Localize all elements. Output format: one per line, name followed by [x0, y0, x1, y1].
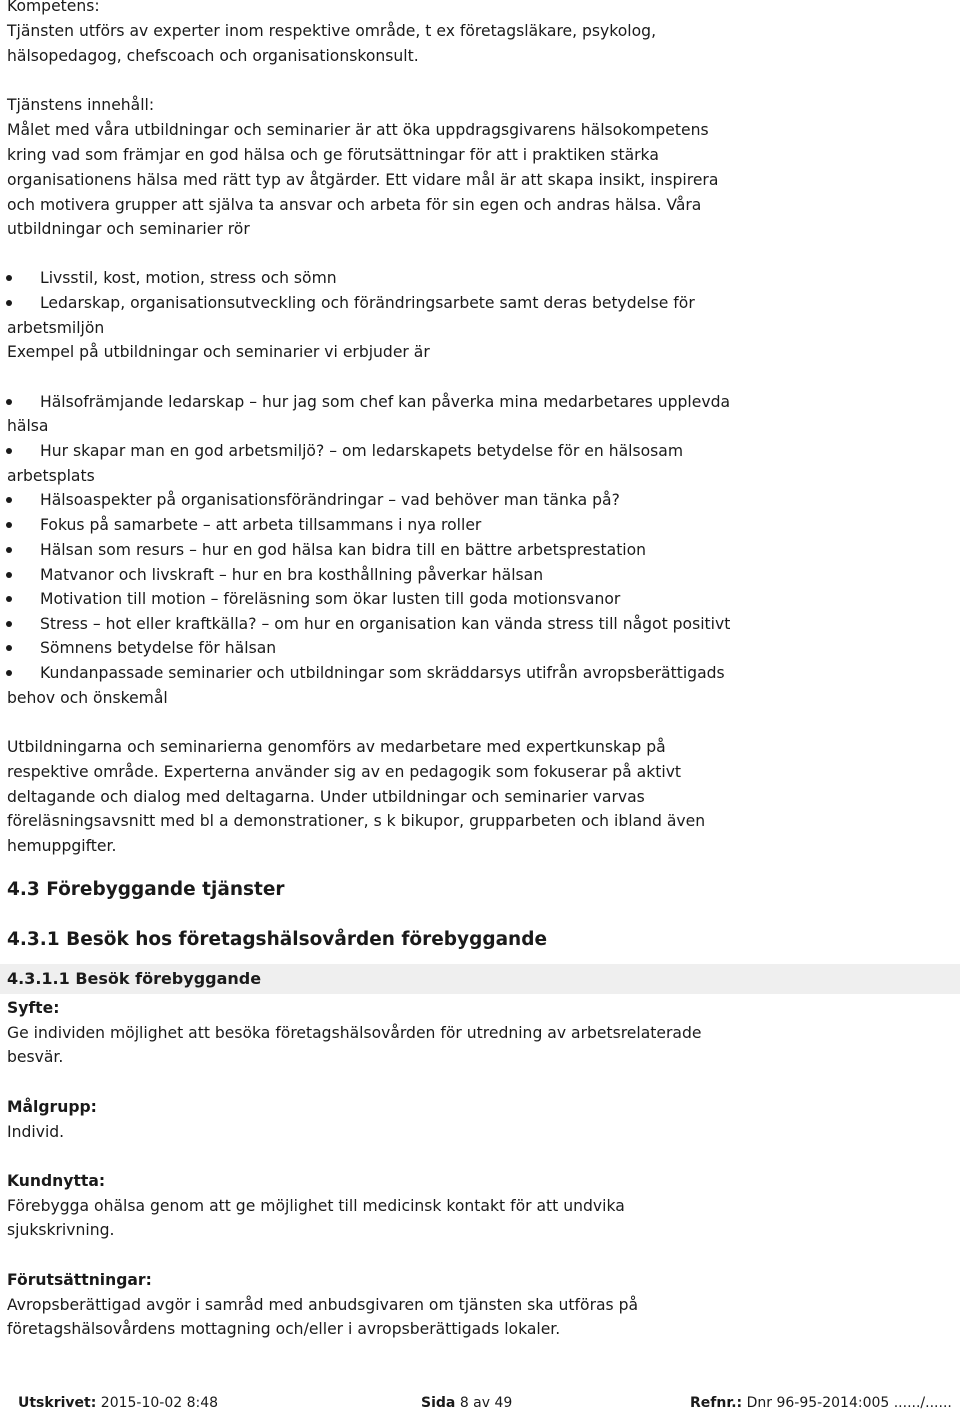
body-text-line: och motivera grupper att själva ta ansvar och arbeta för sin egen och andras hälsa. Våra — [7, 196, 702, 214]
list-item-continuation: arbetsplats — [7, 467, 95, 485]
bullet-icon — [6, 645, 12, 651]
body-text-line: Utbildningarna och seminarierna genomförs av medarbetare med expertkunskap på — [7, 738, 666, 756]
forutsattningar-label: Förutsättningar: — [7, 1271, 152, 1289]
list-item-continuation: hälsa — [7, 417, 49, 435]
body-text-line: Målet med våra utbildningar och seminarier är att öka uppdragsgivarens hälsokompetens — [7, 121, 709, 139]
list-item: Hur skapar man en god arbetsmiljö? – om ledarskapets betydelse för en hälsosam — [40, 442, 684, 460]
examples-intro: Exempel på utbildningar och seminarier vi erbjuder är — [7, 343, 430, 361]
body-text-line: Avropsberättigad avgör i samråd med anbudsgivaren om tjänsten ska utföras på — [7, 1296, 639, 1314]
bullet-icon — [6, 670, 12, 676]
body-text-line: Individ. — [7, 1123, 65, 1141]
bullet-icon — [6, 275, 12, 281]
malgrupp-label: Målgrupp: — [7, 1098, 97, 1116]
body-text-line: besvär. — [7, 1048, 64, 1066]
body-text-line: hemuppgifter. — [7, 837, 117, 855]
footer-ref — [690, 1394, 952, 1412]
list-item: Kundanpassade seminarier och utbildningar som skräddarsys utifrån avropsberättigads — [40, 664, 725, 682]
list-item: Stress – hot eller kraftkälla? – om hur en organisation kan vända stress till något positivt — [40, 615, 731, 633]
bullet-icon — [6, 572, 12, 578]
subsubsection-heading: 4.3.1.1 Besök förebyggande — [7, 969, 262, 988]
list-item: Livsstil, kost, motion, stress och sömn — [40, 269, 337, 287]
innehall-label: Tjänstens innehåll: — [7, 96, 155, 114]
list-item: Fokus på samarbete – att arbeta tillsammans i nya roller — [40, 516, 482, 534]
kompetens-label: Kompetens: — [7, 0, 100, 15]
bullet-icon — [6, 300, 12, 306]
list-item: Sömnens betydelse för hälsan — [40, 639, 277, 657]
body-text-line: hälsopedagog, chefscoach och organisationskonsult. — [7, 47, 419, 65]
footer-ref-value: Dnr 96-95-2014:005 ....../...... — [746, 1395, 952, 1411]
list-item: Ledarskap, organisationsutveckling och förändringsarbete samt deras betydelse för — [40, 294, 695, 312]
body-text-line: föreläsningsavsnitt med bl a demonstrationer, s k bikupor, grupparbeten och ibland även — [7, 812, 706, 830]
body-text-line: kring vad som främjar en god hälsa och ge förutsättningar för att i praktiken stärka — [7, 146, 659, 164]
list-item: Hälsofrämjande ledarskap – hur jag som chef kan påverka mina medarbetares upplevda — [40, 393, 731, 411]
list-item: Hälsoaspekter på organisationsförändringar – vad behöver man tänka på? — [40, 491, 620, 509]
body-text-line: Ge individen möjlighet att besöka företagshälsovården för utredning av arbetsrelaterade — [7, 1024, 702, 1042]
body-text-line: sjukskrivning. — [7, 1221, 115, 1239]
bullet-icon — [6, 547, 12, 553]
bullet-icon — [6, 399, 12, 405]
list-item: Hälsan som resurs – hur en god hälsa kan bidra till en bättre arbetsprestation — [40, 541, 647, 559]
bullet-icon — [6, 497, 12, 503]
footer-page-label: Sida — [421, 1395, 456, 1411]
body-text-line: Förebygga ohälsa genom att ge möjlighet till medicinsk kontakt för att undvika — [7, 1197, 625, 1215]
list-item: Motivation till motion – föreläsning som ökar lusten till goda motionsvanor — [40, 590, 621, 608]
bullet-icon — [6, 448, 12, 454]
bullet-icon — [6, 621, 12, 627]
list-item-continuation: arbetsmiljön — [7, 319, 105, 337]
list-item: Matvanor och livskraft – hur en bra kosthållning påverkar hälsan — [40, 566, 544, 584]
syfte-label: Syfte: — [7, 999, 60, 1017]
section-heading: 4.3 Förebyggande tjänster — [7, 879, 285, 900]
body-text-line: organisationens hälsa med rätt typ av åtgärder. Ett vidare mål är att skapa insikt, inspirera — [7, 171, 719, 189]
body-text-line: företagshälsovårdens mottagning och/eller i avropsberättigads lokaler. — [7, 1320, 561, 1338]
footer-printed-value: 2015-10-02 8:48 — [100, 1395, 219, 1411]
body-text-line: respektive område. Experterna använder sig av en pedagogik som fokuserar på aktivt — [7, 763, 682, 781]
footer-printed-label: Utskrivet: — [18, 1395, 97, 1411]
footer-ref-label: Refnr.: — [690, 1395, 743, 1411]
kundnytta-label: Kundnytta: — [7, 1172, 106, 1190]
subsection-heading: 4.3.1 Besök hos företagshälsovården förebyggande — [7, 929, 548, 950]
body-text-line: Tjänsten utförs av experter inom respektive område, t ex företagsläkare, psykolog, — [7, 22, 657, 40]
footer-page-value: 8 av 49 — [459, 1395, 513, 1411]
bullet-icon — [6, 522, 12, 528]
list-item-continuation: behov och önskemål — [7, 689, 168, 707]
footer-printed — [18, 1394, 218, 1412]
body-text-line: utbildningar och seminarier rör — [7, 220, 250, 238]
bullet-icon — [6, 596, 12, 602]
body-text-line: deltagande och dialog med deltagarna. Under utbildningar och seminarier varvas — [7, 788, 645, 806]
footer-page — [421, 1394, 512, 1412]
